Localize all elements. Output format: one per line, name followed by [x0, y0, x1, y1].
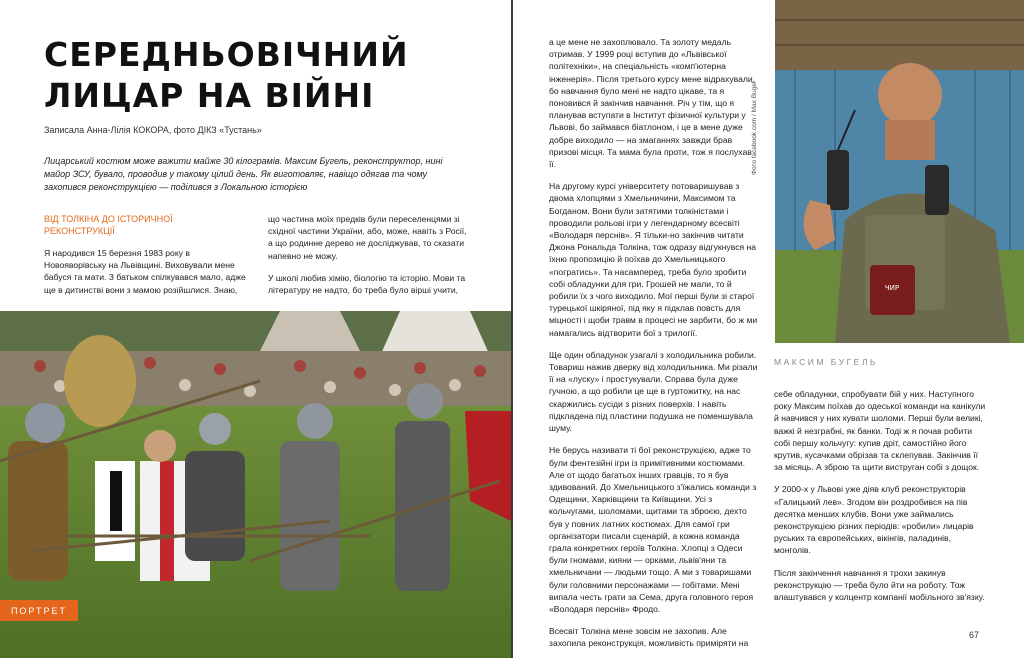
page-number: 67 — [969, 630, 980, 640]
paragraph: Після закінчення навчання я трохи закинув реконструкцію — треба було йти на роботу. Тож влаштувався у колцентр компанії мобільного зв'язку. — [774, 567, 985, 603]
paragraph: Ще один обладунок узагалі з холодильника робили. Товариш нажив дверку від холодильника. Ми різали її на «луску» і простукували. Справа була дуже гучною, а що робили це ще в гуртожитку, на нас скаржились сусіди з різних поверхів. І навіть підкладена під пластини подушка не поменшувала шуму. — [549, 349, 758, 434]
byline: Записала Анна-Лілія КОКОРА, фото ДІКЗ «Тустань» — [44, 125, 262, 135]
paragraph: У 2000-х у Львові уже діяв клуб реконструкторів «Галицький лев». Згодом він роздробився на пів десятка менших клубів. Вони уже займались реконструкцією різних періодів: «робили» лицарів руських та європейських, вікінгів, паладинів, монголів. — [774, 484, 974, 556]
left-column-1 — [44, 247, 249, 306]
paragraph: У школі любив хімію, біологію та історію. Мови та літературу не надто, бо треба було вірші учити, — [268, 272, 466, 296]
photo-caption: МАКСИМ БУГЕЛЬ — [774, 357, 879, 367]
paragraph: Я народився 15 березня 1983 року в Новояворівську на Львівщині. Виховували мене бабуся та мати. З батьком спілкувався мало, адже ще в дитинстві вони з мамою розійшлися. Знаю, — [44, 248, 246, 295]
paragraph: себе обладунки, спробувати бій у них. Наступного року Максим поїхав до одеської команди на канікули й навчився у них кувати шоломи. Перші були великі, важкі й незграбні, як банки. Тоді ж я почав робити собі першу кольчугу: купив дріт, самостійно його крутив, кусачками обрізав та склепував. Закінчив її за місяць. А зброю та щити виструган собі з дощок. — [774, 389, 986, 473]
left-page — [0, 0, 511, 658]
left-column-2 — [268, 213, 473, 306]
right-column-1 — [549, 36, 761, 658]
paragraph: а це мене не захоплювало. Та золоту медаль отримав. У 1999 році вступив до «Львівської політехніки», на спеціальність «комп'ютерна інженерія». Після третього курсу мене відрахували, бо навчання було мені не надто цікаве, та я поновився й закінчив навчання. Річ у тім, що я планував вступати в Інститут фізичної культури у Львові, бо займався біатлоном, і це в мене дуже добре виходило — на змаганнях завжди брав призові місця. Та мама була проти, тож я послухав її. — [549, 37, 756, 170]
paragraph: На другому курсі університету потоваришував з двома хлопцями з Хмельничини, Максимом та Богданом. Вони були затятими толкіністами і проводили рольові ігри у легендарному всесвіті «Володаря перснів». Я тільки-но закінчив читати Джона Рональда Толкіна, тож одразу відгукнувся на їхню пропозицію й поїхав до Хмельницького «погратись». Та насамперед, треба було зробити собі обладунки для гри. Грошей не мали, то й робили їх з чого виходило. Мої перші були зі старої турецької шкіряної, під яку я підклав повсть для міцності і щоби травм в процесі не зарбити, бо ж ми намагались відтворити бої з трилогії. — [549, 181, 758, 338]
title-line-1: СЕРЕДНЬОВІЧНИЙ — [44, 35, 409, 74]
photo-credit: Фото facebook.com / Max Bugel — [751, 81, 758, 175]
article-title — [44, 34, 409, 116]
portrait-section-tag: ПОРТРЕТ — [0, 600, 78, 621]
paragraph: Не берусь називати ті бої реконструкцією, адже то були фентезійні ігри із примітивними костюмами. Але от щодо багатьох інших гравців, то я був здивований. До Хмельницького з'їжались команди з Одещини, Харківщини та Київщини. Усі з кольчугами, шоломами, щитами та зброєю, дехто був у повних латних костюмах. Для самої гри організатори писали сценарій, а кожна команда грала конкретних героїв Толкіна. Хлопці з Одеси були гномами, кияни — орками, львів'яни та хмельничани — людьми тощо. А ми з товаришами були головними персонажами — гобітами. Мені випала честь грати за Сема, друга головного героя «Володаря перснів» Фродо. — [549, 445, 757, 614]
section-heading: ВІД ТОЛКІНА ДО ІСТОРИЧНОЇ РЕКОНСТРУКЦІЇ — [44, 214, 173, 236]
title-line-2: ЛИЦАР НА ВІЙНІ — [44, 76, 375, 115]
paragraph: що частина моїх предків були переселенцями зі східної частини України, або, може, навіть з Росії, а що родинне дерево не досліджував, то сказати напевно не можу. — [268, 214, 467, 261]
portrait-photo — [775, 0, 1024, 343]
lead-paragraph: Лицарський костюм може важити майже 30 кілограмів. Максим Бугель, реконструктор, нині майор ЗСУ, бувало, проводив у такому цілий день. Як виготовляє, навіщо одягав та чому захопився реконструкцією — поділився з Локальною історією — [44, 156, 443, 193]
right-page — [513, 0, 1024, 658]
right-column-2 — [774, 388, 986, 613]
portrait-illustration — [775, 0, 1024, 343]
svg-text:ЧИР: ЧИР — [884, 284, 900, 292]
paragraph: Всесвіт Толкіна мене зовсім не захопив. Але захопила реконструкція, можливість приміряти на — [549, 626, 749, 649]
